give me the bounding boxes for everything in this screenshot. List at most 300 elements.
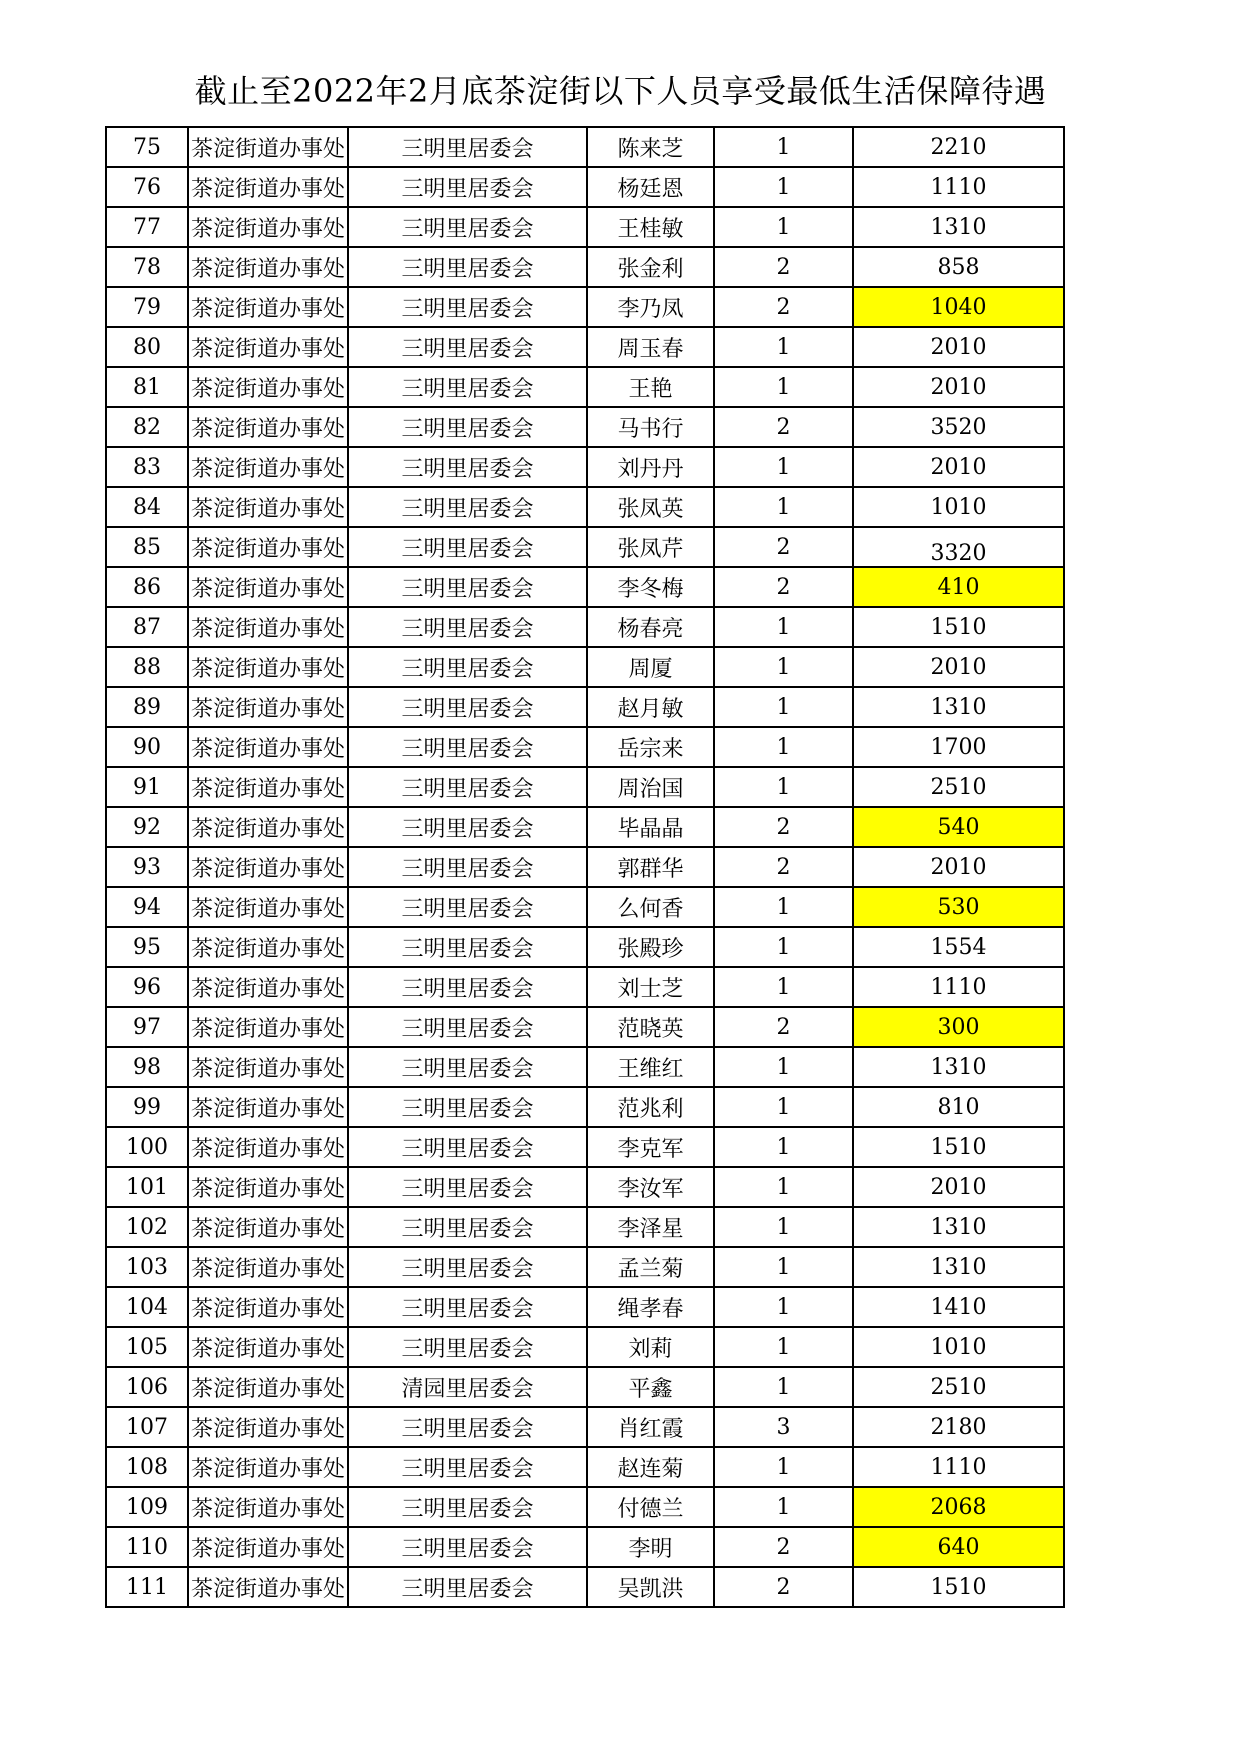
person-name-cell-text: 张凤英 [617, 496, 684, 522]
table-row [106, 1407, 1064, 1447]
household-count-cell [714, 647, 853, 687]
amount-cell-text: 530 [937, 894, 980, 920]
person-name-cell [587, 1327, 714, 1367]
person-name-cell-text: 李汝军 [617, 1176, 684, 1202]
row-number-cell-text: 97 [133, 1014, 161, 1040]
table-row [106, 247, 1064, 287]
office-cell [188, 1007, 348, 1047]
office-cell [188, 927, 348, 967]
committee-cell-text: 清园里居委会 [401, 1376, 534, 1402]
amount-cell [853, 687, 1064, 727]
office-cell-text: 茶淀街道办事处 [190, 1536, 345, 1562]
person-name-cell [587, 1087, 714, 1127]
amount-cell-text: 2068 [930, 1494, 987, 1520]
amount-cell [853, 1447, 1064, 1487]
amount-cell-text: 640 [937, 1534, 980, 1560]
table-row [106, 287, 1064, 327]
table-row [106, 1207, 1064, 1247]
person-name-cell [587, 1007, 714, 1047]
person-name-cell-text: 岳宗来 [617, 736, 684, 762]
committee-cell [348, 1007, 587, 1047]
household-count-cell [714, 1127, 853, 1167]
office-cell [188, 1247, 348, 1287]
row-number-cell-text: 81 [133, 374, 161, 400]
row-number-cell [106, 1127, 188, 1167]
office-cell [188, 1167, 348, 1207]
committee-cell [348, 367, 587, 407]
person-name-cell-text: 孟兰菊 [617, 1256, 684, 1282]
household-count-cell-text: 1 [776, 934, 791, 960]
office-cell-text: 茶淀街道办事处 [190, 256, 345, 282]
office-cell [188, 487, 348, 527]
committee-cell [348, 1327, 587, 1367]
row-number-cell [106, 887, 188, 927]
household-count-cell-text: 1 [776, 1494, 791, 1520]
amount-cell [853, 367, 1064, 407]
household-count-cell [714, 767, 853, 807]
household-count-cell [714, 127, 853, 167]
person-name-cell-text: 王维红 [617, 1056, 684, 1082]
household-count-cell [714, 1487, 853, 1527]
amount-cell-text: 1510 [930, 1134, 987, 1160]
amount-cell [853, 1007, 1064, 1047]
household-count-cell-text: 2 [776, 1574, 791, 1600]
row-number-cell-text: 76 [133, 174, 161, 200]
office-cell [188, 1367, 348, 1407]
household-count-cell-text: 1 [776, 1094, 791, 1120]
row-number-cell-text: 85 [133, 534, 161, 560]
table-row [106, 1567, 1064, 1607]
committee-cell-text: 三明里居委会 [401, 736, 534, 762]
row-number-cell-text: 102 [126, 1214, 168, 1240]
row-number-cell [106, 487, 188, 527]
committee-cell [348, 887, 587, 927]
office-cell [188, 1087, 348, 1127]
office-cell-text: 茶淀街道办事处 [190, 1096, 345, 1122]
amount-cell-text: 2510 [930, 1374, 987, 1400]
person-name-cell [587, 527, 714, 567]
amount-cell [853, 1127, 1064, 1167]
office-cell-text: 茶淀街道办事处 [190, 576, 345, 602]
office-cell [188, 127, 348, 167]
committee-cell [348, 1047, 587, 1087]
person-name-cell [587, 847, 714, 887]
office-cell-text: 茶淀街道办事处 [190, 536, 345, 562]
row-number-cell [106, 447, 188, 487]
table-row [106, 167, 1064, 207]
amount-cell-text: 1510 [930, 614, 987, 640]
committee-cell [348, 1247, 587, 1287]
committee-cell [348, 687, 587, 727]
office-cell [188, 727, 348, 767]
page-title: 截止至2022年2月底茶淀街以下人员享受最低生活保障待遇 [194, 72, 1047, 110]
person-name-cell [587, 1047, 714, 1087]
office-cell-text: 茶淀街道办事处 [190, 856, 345, 882]
committee-cell-text: 三明里居委会 [401, 216, 534, 242]
person-name-cell-text: 赵月敏 [617, 696, 684, 722]
household-count-cell-text: 1 [776, 894, 791, 920]
recipients-table-body [106, 127, 1064, 1607]
household-count-cell-text: 3 [776, 1414, 791, 1440]
committee-cell-text: 三明里居委会 [401, 1056, 534, 1082]
household-count-cell-text: 2 [776, 574, 791, 600]
row-number-cell-text: 104 [126, 1294, 168, 1320]
committee-cell [348, 1287, 587, 1327]
person-name-cell-text: 李冬梅 [617, 576, 684, 602]
office-cell-text: 茶淀街道办事处 [190, 456, 345, 482]
row-number-cell-text: 106 [126, 1374, 168, 1400]
household-count-cell [714, 1367, 853, 1407]
household-count-cell-text: 2 [776, 294, 791, 320]
office-cell [188, 887, 348, 927]
amount-cell [853, 487, 1064, 527]
household-count-cell [714, 567, 853, 607]
table-row [106, 1367, 1064, 1407]
office-cell [188, 247, 348, 287]
amount-cell [853, 1287, 1064, 1327]
committee-cell-text: 三明里居委会 [401, 576, 534, 602]
row-number-cell [106, 567, 188, 607]
row-number-cell [106, 367, 188, 407]
committee-cell [348, 487, 587, 527]
amount-cell [853, 247, 1064, 287]
person-name-cell-text: 吴凯洪 [617, 1576, 684, 1602]
person-name-cell-text: 陈来芝 [617, 136, 684, 162]
household-count-cell-text: 1 [776, 494, 791, 520]
amount-cell [853, 1367, 1064, 1407]
table-row [106, 1527, 1064, 1567]
committee-cell-text: 三明里居委会 [401, 976, 534, 1002]
person-name-cell [587, 727, 714, 767]
amount-cell [853, 1207, 1064, 1247]
row-number-cell [106, 687, 188, 727]
committee-cell [348, 1367, 587, 1407]
amount-cell [853, 287, 1064, 327]
amount-cell [853, 1567, 1064, 1607]
row-number-cell [106, 407, 188, 447]
row-number-cell-text: 89 [133, 694, 161, 720]
row-number-cell-text: 83 [133, 454, 161, 480]
office-cell [188, 527, 348, 567]
row-number-cell-text: 94 [133, 894, 161, 920]
row-number-cell [106, 1047, 188, 1087]
household-count-cell [714, 1007, 853, 1047]
person-name-cell [587, 1407, 714, 1447]
row-number-cell [106, 647, 188, 687]
office-cell-text: 茶淀街道办事处 [190, 1016, 345, 1042]
person-name-cell [587, 967, 714, 1007]
committee-cell-text: 三明里居委会 [401, 496, 534, 522]
row-number-cell-text: 80 [133, 334, 161, 360]
amount-cell-text: 2510 [930, 774, 987, 800]
row-number-cell-text: 77 [133, 214, 161, 240]
household-count-cell-text: 1 [776, 774, 791, 800]
committee-cell-text: 三明里居委会 [401, 1416, 534, 1442]
committee-cell-text: 三明里居委会 [401, 256, 534, 282]
household-count-cell [714, 927, 853, 967]
committee-cell [348, 647, 587, 687]
office-cell [188, 767, 348, 807]
table-row [106, 1487, 1064, 1527]
person-name-cell [587, 767, 714, 807]
row-number-cell-text: 87 [133, 614, 161, 640]
person-name-cell [587, 607, 714, 647]
amount-cell [853, 167, 1064, 207]
office-cell-text: 茶淀街道办事处 [190, 136, 345, 162]
amount-cell-text: 2010 [930, 654, 987, 680]
office-cell-text: 茶淀街道办事处 [190, 216, 345, 242]
office-cell [188, 1327, 348, 1367]
household-count-cell [714, 967, 853, 1007]
row-number-cell-text: 84 [133, 494, 161, 520]
committee-cell-text: 三明里居委会 [401, 816, 534, 842]
office-cell [188, 647, 348, 687]
committee-cell-text: 三明里居委会 [401, 616, 534, 642]
office-cell [188, 847, 348, 887]
committee-cell-text: 三明里居委会 [401, 456, 534, 482]
household-count-cell [714, 1247, 853, 1287]
office-cell-text: 茶淀街道办事处 [190, 376, 345, 402]
office-cell-text: 茶淀街道办事处 [190, 1416, 345, 1442]
row-number-cell-text: 107 [126, 1414, 168, 1440]
amount-cell-text: 540 [937, 814, 980, 840]
committee-cell-text: 三明里居委会 [401, 1296, 534, 1322]
person-name-cell [587, 927, 714, 967]
person-name-cell [587, 207, 714, 247]
committee-cell [348, 207, 587, 247]
table-row [106, 927, 1064, 967]
table-row [106, 407, 1064, 447]
committee-cell [348, 607, 587, 647]
amount-cell [853, 647, 1064, 687]
office-cell [188, 807, 348, 847]
household-count-cell-text: 1 [776, 174, 791, 200]
row-number-cell [106, 327, 188, 367]
table-row [106, 207, 1064, 247]
person-name-cell-text: 张金利 [617, 256, 684, 282]
person-name-cell [587, 687, 714, 727]
office-cell-text: 茶淀街道办事处 [190, 976, 345, 1002]
office-cell-text: 茶淀街道办事处 [190, 1136, 345, 1162]
committee-cell-text: 三明里居委会 [401, 656, 534, 682]
amount-cell-text: 2010 [930, 1174, 987, 1200]
committee-cell [348, 1407, 587, 1447]
row-number-cell-text: 78 [133, 254, 161, 280]
committee-cell [348, 567, 587, 607]
office-cell [188, 1207, 348, 1247]
table-row [106, 727, 1064, 767]
office-cell [188, 687, 348, 727]
office-cell-text: 茶淀街道办事处 [190, 736, 345, 762]
committee-cell [348, 527, 587, 567]
household-count-cell-text: 1 [776, 1374, 791, 1400]
committee-cell-text: 三明里居委会 [401, 1256, 534, 1282]
household-count-cell-text: 1 [776, 734, 791, 760]
household-count-cell [714, 687, 853, 727]
amount-cell-text: 1410 [930, 1294, 987, 1320]
office-cell [188, 1047, 348, 1087]
household-count-cell [714, 1327, 853, 1367]
office-cell-text: 茶淀街道办事处 [190, 896, 345, 922]
person-name-cell [587, 1567, 714, 1607]
table-row [106, 1047, 1064, 1087]
row-number-cell-text: 95 [133, 934, 161, 960]
committee-cell [348, 447, 587, 487]
person-name-cell-text: 么何香 [617, 896, 684, 922]
row-number-cell-text: 111 [126, 1574, 168, 1600]
household-count-cell-text: 1 [776, 974, 791, 1000]
office-cell [188, 287, 348, 327]
person-name-cell-text: 张凤芹 [617, 536, 684, 562]
household-count-cell-text: 1 [776, 654, 791, 680]
row-number-cell [106, 167, 188, 207]
row-number-cell-text: 108 [126, 1454, 168, 1480]
committee-cell-text: 三明里居委会 [401, 1456, 534, 1482]
amount-cell [853, 1407, 1064, 1447]
person-name-cell-text: 范晓英 [617, 1016, 684, 1042]
committee-cell [348, 807, 587, 847]
row-number-cell [106, 807, 188, 847]
table-row [106, 807, 1064, 847]
amount-cell [853, 1167, 1064, 1207]
office-cell-text: 茶淀街道办事处 [190, 296, 345, 322]
household-count-cell [714, 607, 853, 647]
amount-cell [853, 727, 1064, 767]
household-count-cell-text: 2 [776, 1534, 791, 1560]
committee-cell-text: 三明里居委会 [401, 1576, 534, 1602]
committee-cell-text: 三明里居委会 [401, 536, 534, 562]
row-number-cell [106, 1247, 188, 1287]
household-count-cell-text: 1 [776, 1294, 791, 1320]
amount-cell-text: 3320 [930, 540, 987, 566]
amount-cell-text: 1110 [930, 1454, 987, 1480]
row-number-cell [106, 1287, 188, 1327]
amount-cell [853, 407, 1064, 447]
table-row [106, 1167, 1064, 1207]
person-name-cell [587, 807, 714, 847]
committee-cell-text: 三明里居委会 [401, 1536, 534, 1562]
amount-cell [853, 607, 1064, 647]
row-number-cell-text: 101 [126, 1174, 168, 1200]
amount-cell [853, 1487, 1064, 1527]
office-cell-text: 茶淀街道办事处 [190, 1176, 345, 1202]
person-name-cell [587, 567, 714, 607]
committee-cell [348, 1527, 587, 1567]
committee-cell-text: 三明里居委会 [401, 1216, 534, 1242]
amount-cell [853, 807, 1064, 847]
household-count-cell [714, 1287, 853, 1327]
row-number-cell [106, 1527, 188, 1567]
row-number-cell [106, 847, 188, 887]
office-cell-text: 茶淀街道办事处 [190, 936, 345, 962]
household-count-cell [714, 1207, 853, 1247]
row-number-cell-text: 93 [133, 854, 161, 880]
household-count-cell [714, 727, 853, 767]
amount-cell-text: 1310 [930, 1054, 987, 1080]
person-name-cell-text: 刘丹丹 [617, 456, 684, 482]
amount-cell-text: 2010 [930, 854, 987, 880]
amount-cell [853, 327, 1064, 367]
amount-cell-text: 1010 [930, 1334, 987, 1360]
table-row [106, 1007, 1064, 1047]
amount-cell-text: 858 [937, 254, 980, 280]
row-number-cell-text: 100 [126, 1134, 168, 1160]
amount-cell-text: 1110 [930, 174, 987, 200]
committee-cell [348, 327, 587, 367]
office-cell-text: 茶淀街道办事处 [190, 1376, 345, 1402]
person-name-cell [587, 167, 714, 207]
row-number-cell [106, 1007, 188, 1047]
person-name-cell-text: 杨春亮 [617, 616, 684, 642]
committee-cell [348, 1167, 587, 1207]
committee-cell [348, 727, 587, 767]
committee-cell [348, 767, 587, 807]
person-name-cell-text: 周厦 [628, 656, 673, 682]
row-number-cell-text: 103 [126, 1254, 168, 1280]
person-name-cell-text: 马书行 [617, 416, 684, 442]
office-cell [188, 1127, 348, 1167]
household-count-cell [714, 287, 853, 327]
amount-cell [853, 1047, 1064, 1087]
row-number-cell-text: 82 [133, 414, 161, 440]
office-cell-text: 茶淀街道办事处 [190, 1336, 345, 1362]
office-cell-text: 茶淀街道办事处 [190, 1056, 345, 1082]
amount-cell-text: 1310 [930, 1214, 987, 1240]
row-number-cell-text: 88 [133, 654, 161, 680]
row-number-cell-text: 86 [133, 574, 161, 600]
person-name-cell-text: 肖红霞 [617, 1416, 684, 1442]
committee-cell-text: 三明里居委会 [401, 776, 534, 802]
office-cell-text: 茶淀街道办事处 [190, 1496, 345, 1522]
amount-cell [853, 847, 1064, 887]
person-name-cell [587, 127, 714, 167]
amount-cell-text: 1010 [930, 494, 987, 520]
person-name-cell-text: 李克军 [617, 1136, 684, 1162]
office-cell [188, 167, 348, 207]
row-number-cell [106, 1367, 188, 1407]
amount-cell [853, 887, 1064, 927]
row-number-cell-text: 109 [126, 1494, 168, 1520]
person-name-cell [587, 1167, 714, 1207]
household-count-cell-text: 1 [776, 134, 791, 160]
row-number-cell [106, 767, 188, 807]
amount-cell [853, 127, 1064, 167]
row-number-cell [106, 527, 188, 567]
row-number-cell [106, 1407, 188, 1447]
person-name-cell [587, 1367, 714, 1407]
table-row [106, 1287, 1064, 1327]
person-name-cell-text: 周玉春 [617, 336, 684, 362]
table-row [106, 1327, 1064, 1367]
person-name-cell [587, 287, 714, 327]
row-number-cell [106, 727, 188, 767]
row-number-cell [106, 1487, 188, 1527]
committee-cell-text: 三明里居委会 [401, 1136, 534, 1162]
row-number-cell-text: 91 [133, 774, 161, 800]
office-cell [188, 407, 348, 447]
person-name-cell-text: 平鑫 [628, 1376, 673, 1402]
office-cell [188, 327, 348, 367]
household-count-cell-text: 2 [776, 414, 791, 440]
person-name-cell-text: 赵连菊 [617, 1456, 684, 1482]
committee-cell-text: 三明里居委会 [401, 1336, 534, 1362]
person-name-cell-text: 李明 [628, 1536, 673, 1562]
amount-cell [853, 207, 1064, 247]
committee-cell-text: 三明里居委会 [401, 856, 534, 882]
household-count-cell [714, 847, 853, 887]
office-cell-text: 茶淀街道办事处 [190, 1456, 345, 1482]
office-cell [188, 447, 348, 487]
